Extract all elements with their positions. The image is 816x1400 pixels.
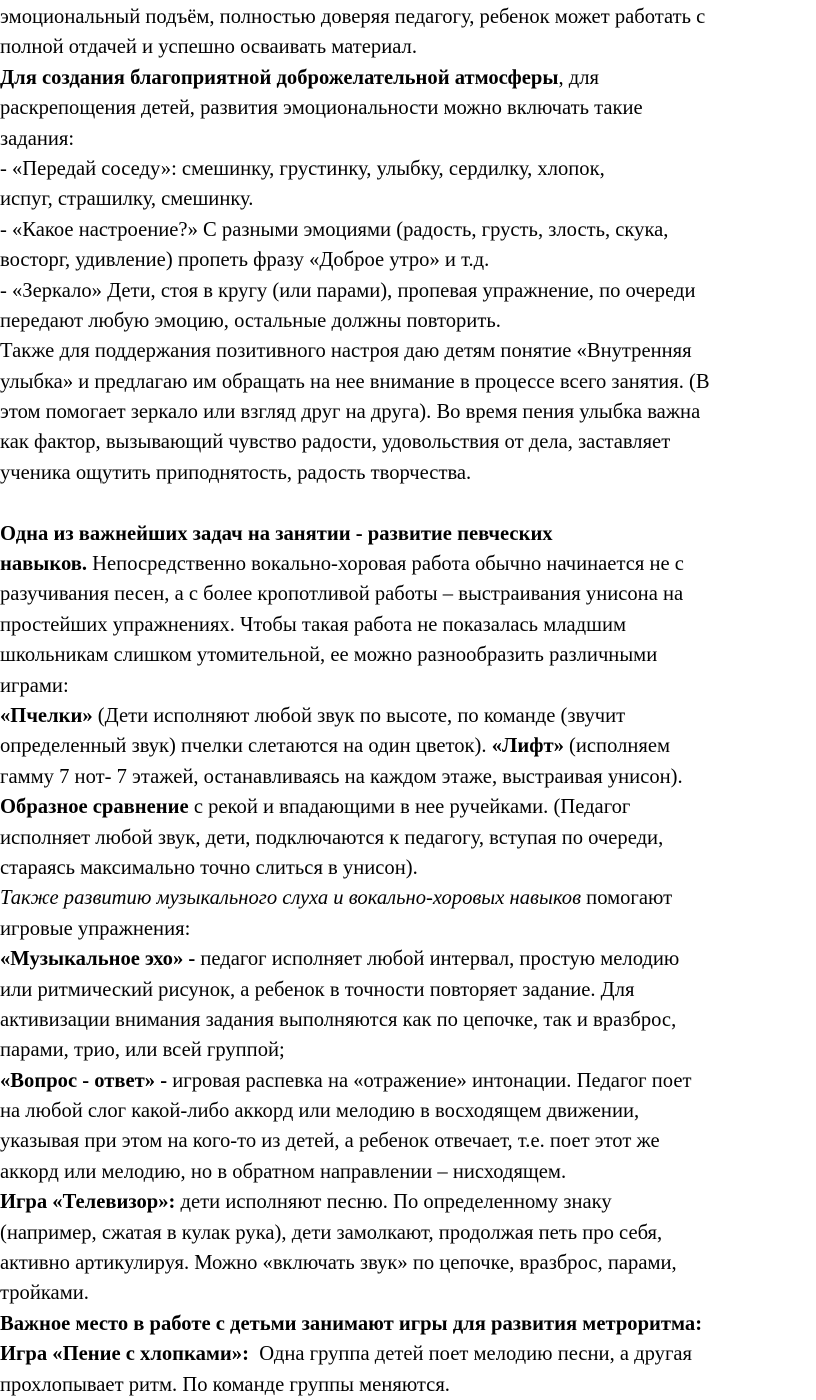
text-run: школьникам слишком утомительной, ее можно разнообразить различными <box>0 644 658 667</box>
text-run: с рекой и впадающими в нее ручейками. (Педагог <box>188 796 631 819</box>
text-run: или ритмический рисунок, а ребенок в точности повторяет задание. Для <box>0 978 635 1001</box>
text-run: - «Передай соседу»: смешинку, грустинку, улыбку, сердилку, хлопок, <box>0 157 605 180</box>
text-line <box>0 1005 816 1035</box>
text-line <box>0 792 816 822</box>
text-line <box>0 306 816 336</box>
text-run: активно артикулируя. Можно «включать звук» по цепочке, вразброс, парами, <box>0 1252 677 1275</box>
text-line <box>0 1278 816 1308</box>
bold-text-run: Игра «Пение с хлопками»: <box>0 1343 249 1366</box>
text-run: прохлопывает ритм. По команде группы меняются. <box>0 1373 450 1396</box>
text-run: эмоциональный подъём, полностью доверяя педагогу, ребенок может работать с <box>0 6 706 28</box>
text-line <box>0 1126 816 1156</box>
text-line <box>0 427 816 457</box>
text-line <box>0 458 816 488</box>
text-run: простейших упражнениях. Чтобы такая работа не показалась младшим <box>0 613 627 636</box>
text-line <box>0 1096 816 1126</box>
text-line <box>0 731 816 761</box>
text-run: дети исполняют песню. По определенному знаку <box>175 1191 612 1214</box>
text-run: Также для поддержания позитивного настроя даю детям понятие «Внутренняя <box>0 340 692 363</box>
document-body <box>0 2 816 1400</box>
text-line <box>0 1248 816 1278</box>
text-line <box>0 63 816 93</box>
text-run: передают любую эмоцию, остальные должны повторить. <box>0 309 501 332</box>
text-line <box>0 1370 816 1400</box>
text-line <box>0 823 816 853</box>
text-run: (например, сжатая в кулак рука), дети замолкают, продолжая петь про себя, <box>0 1221 663 1244</box>
text-line <box>0 32 816 62</box>
text-run: - «Какое настроение?» С разными эмоциями (радость, грусть, злость, скука, <box>0 218 669 241</box>
text-run: - «Зеркало» Дети, стоя в кругу (или парами), пропевая упражнение, по очереди <box>0 279 696 302</box>
text-run: задания: <box>0 127 75 150</box>
italic-text-run: Также развитию музыкального слуха и вокально-хоровых навыков <box>0 887 582 910</box>
text-line <box>0 1218 816 1248</box>
text-run: как фактор, вызывающий чувство радости, удовольствия от дела, заставляет <box>0 431 671 454</box>
text-run: гамму 7 нот- 7 этажей, останавливаясь на каждом этаже, выстраивая унисон). <box>0 765 683 788</box>
text-run: , для <box>558 66 599 89</box>
text-line <box>0 93 816 123</box>
text-line <box>0 1309 816 1339</box>
text-line <box>0 1157 816 1187</box>
text-line <box>0 215 816 245</box>
bold-text-run: Образное сравнение <box>0 796 189 819</box>
bold-text-run: «Лифт» <box>491 735 564 758</box>
text-line <box>0 336 816 366</box>
text-run: исполняет любой звук, дети, подключаются к педагогу, вступая по очереди, <box>0 826 664 849</box>
text-run: игровая распевка на «отражение» интонации. Педагог поет <box>167 1069 692 1092</box>
text-run: помогают <box>581 887 673 910</box>
text-line <box>0 397 816 427</box>
text-line <box>0 245 816 275</box>
text-line <box>0 914 816 944</box>
text-run: играми: <box>0 674 69 697</box>
text-line <box>0 610 816 640</box>
bold-text-run: Одна из важнейших задач на занятии - развитие певческих <box>0 522 553 545</box>
text-line <box>0 944 816 974</box>
text-run: испуг, страшилку, смешинку. <box>0 188 254 211</box>
text-line <box>0 1339 816 1369</box>
text-line <box>0 579 816 609</box>
text-line <box>0 762 816 792</box>
bold-text-run: Игра «Телевизор»: <box>0 1191 176 1214</box>
text-run: парами, трио, или всей группой; <box>0 1039 285 1062</box>
text-run: указывая при этом на кого-то из детей, а ребенок отвечает, т.е. поет этот же <box>0 1130 660 1153</box>
text-run: разучивания песен, а с более кропотливой работы – выстраивания унисона на <box>0 583 684 606</box>
text-run: определенный звук) пчелки слетаются на один цветок). <box>0 735 492 758</box>
bold-text-run: Для создания благоприятной доброжелательной атмосферы <box>0 66 559 89</box>
text-run: стараясь максимально точно слиться в унисон). <box>0 856 418 879</box>
text-run: (Дети исполняют любой звук по высоте, по команде (звучит <box>92 704 626 727</box>
text-line <box>0 367 816 397</box>
text-run: раскрепощения детей, развития эмоциональности можно включать такие <box>0 97 643 120</box>
text-line <box>0 549 816 579</box>
text-run: Непосредственно вокально-хоровая работа обычно начинается не с <box>87 553 684 576</box>
text-run: педагог исполняет любой интервал, простую мелодию <box>195 948 680 971</box>
text-line <box>0 701 816 731</box>
text-line <box>0 124 816 154</box>
text-line <box>0 975 816 1005</box>
text-run: Одна группа детей поет мелодию песни, а другая <box>248 1343 693 1366</box>
text-line <box>0 1066 816 1096</box>
text-line <box>0 1035 816 1065</box>
bold-text-run: Важное место в работе с детьми занимают игры для развития метроритма: <box>0 1312 703 1335</box>
text-run: полной отдачей и успешно осваивать материал. <box>0 36 417 59</box>
bold-text-run: «Пчелки» <box>0 704 93 727</box>
text-line <box>0 2 816 32</box>
text-run: восторг, удивление) пропеть фразу «Доброе утро» и т.д. <box>0 249 490 272</box>
text-run: улыбка» и предлагаю им обращать на нее внимание в процессе всего занятия. (В <box>0 370 710 393</box>
text-line <box>0 883 816 913</box>
text-run: тройками. <box>0 1282 89 1305</box>
text-line <box>0 154 816 184</box>
text-run: аккорд или мелодию, но в обратном направлении – нисходящем. <box>0 1160 567 1183</box>
blank-line <box>0 488 816 518</box>
text-line <box>0 276 816 306</box>
text-run: игровые упражнения: <box>0 917 191 940</box>
text-run: активизации внимания задания выполняются как по цепочке, так и вразброс, <box>0 1008 677 1031</box>
text-line <box>0 519 816 549</box>
text-run: (исполняем <box>563 735 671 758</box>
text-run: этом помогает зеркало или взгляд друг на друга). Во время пения улыбка важна <box>0 401 701 424</box>
text-line <box>0 184 816 214</box>
bold-text-run: навыков. <box>0 553 88 576</box>
text-line <box>0 640 816 670</box>
bold-text-run: «Вопрос - ответ» - <box>0 1069 168 1092</box>
bold-text-run: «Музыкальное эхо» - <box>0 948 196 971</box>
text-line <box>0 1187 816 1217</box>
text-run: на любой слог какой-либо аккорд или мелодию в восходящем движении, <box>0 1100 640 1123</box>
text-run: ученика ощутить приподнятость, радость творчества. <box>0 461 472 484</box>
text-line <box>0 853 816 883</box>
text-line <box>0 671 816 701</box>
